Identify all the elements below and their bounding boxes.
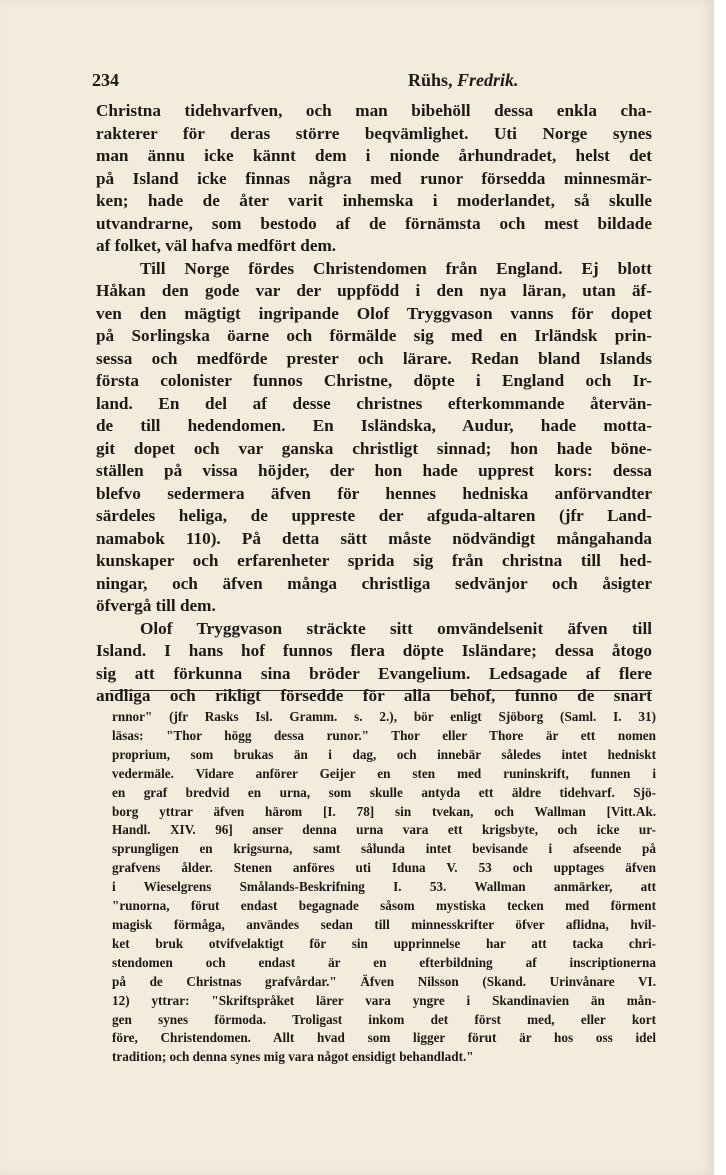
main-line: ställen på vissa höjder, der hon hade upprest kors: dessa: [96, 461, 652, 480]
main-line: Håkan den gode var der uppfödd i den nya läran, utan äf-: [96, 281, 652, 300]
main-line: ven den mägtigt ingripande Olof Tryggvason vanns för dopet: [96, 303, 652, 323]
footnote-line: på de Christnas grafvårdar." Äfven Nilsson (Skand. Urinvånare VI.: [112, 973, 656, 989]
footnote-line: läsas: "Thor högg dessa runor." Thor eller Thore är ett nomen: [112, 727, 656, 743]
footnote-line: före, Christendomen. Allt hvad som ligger förut är hos oss idel: [112, 1030, 656, 1046]
main-line: sig att förkunna sina bröder Evangelium. Ledsagade af flere: [96, 663, 652, 683]
main-line: öfvergå till dem.: [96, 596, 216, 615]
main-line: Christna tidehvarfven, och man bibehöll dessa enkla cha-: [96, 101, 652, 120]
main-line: kunskaper och erfarenheter sprida sig från christna till hed-: [96, 551, 652, 570]
main-line: ken; hade de åter varit inhemska i moderlandet, så skulle: [96, 191, 652, 210]
footnote-line: i Wieselgrens Smålands-Beskrifning I. 53. Wallman anmärker, att: [112, 879, 656, 895]
main-text: [96, 100, 652, 708]
main-line: utvandrarne, som bestodo af de förnämsta och mest bildade: [96, 213, 652, 233]
footnote-line: proprium, som brukas än i dag, och innebär således intet hedniskt: [112, 746, 656, 762]
main-line: andliga och rikligt försedde för alla behof, funno de snart: [96, 686, 652, 705]
main-line: blefvo sedermera äfven för hennes hedniska anförvandter: [96, 483, 652, 503]
footnote-line: tradition; och denna synes mig vara något ensidigt behandladt.": [112, 1049, 474, 1065]
main-line: man ännu icke kännt dem i nionde århundradet, helst det: [96, 146, 652, 165]
footnote-line: borg yttrar äfven härom [I. 78] sin tvekan, och Wallman [Vitt.Ak.: [112, 803, 656, 819]
footnote-line: magisk förmåga, användes sedan till minnesskrifter öfver aflidna, hvil-: [112, 916, 656, 932]
main-line: namabok 110). På detta sätt måste nödvändigt mångahanda: [96, 528, 652, 548]
main-line: rakterer för deras större beqvämlighet. Uti Norge synes: [96, 123, 652, 143]
footnote-line: Handl. XIV. 96] anser denna urna vara ett krigsbyte, och icke ur-: [112, 822, 656, 838]
footnote-line: en graf bredvid en urna, som skulle antyda ett äldre tidehvarf. Sjö-: [112, 784, 656, 800]
running-title: [408, 70, 519, 91]
main-line: af folket, väl hafva medfört dem.: [96, 236, 337, 255]
footnote-line: "runorna, förut endast begagnade såsom mystiska tecken med förment: [112, 898, 656, 914]
main-line: ningar, och äfven många christliga sedvänjor och åsigter: [96, 573, 652, 593]
footnote-line: ket bruk otvifvelaktigt för sin upprinnelse har att tacka chri-: [112, 935, 656, 951]
footnote-line: gen synes förmoda. Troligast inkom det först med, eller kort: [112, 1011, 656, 1027]
main-line: Till Norge fördes Christendomen från England. Ej blott: [140, 258, 652, 278]
main-line: land. En del af desse christnes efterkommande återvän-: [96, 393, 652, 413]
footnote-line: stendomen och endast är en efterbildning af inscriptionerna: [112, 954, 656, 970]
main-line: sessa och medförde prester och lärare. Redan bland Islands: [96, 348, 652, 368]
footnote-line: grafvens ålder. Stenen anföres uti Iduna V. 53 och upptages äfven: [112, 860, 656, 876]
main-line: git dopet och var ganska christligt sinnad; hon hade böne-: [96, 438, 652, 458]
main-line: särdeles heliga, de uppreste der afguda-altaren (jfr Land-: [96, 506, 652, 525]
main-line: de till hedendomen. En Isländska, Audur, hade motta-: [96, 416, 652, 435]
main-line: första colonister funnos Christne, döpte i England och Ir-: [96, 371, 652, 390]
main-line: på Island icke finnas några med runor försedda minnesmär-: [96, 168, 652, 188]
footnote-rule: [110, 690, 652, 691]
main-line: Island. I hans hof funnos flera döpte Isländare; dessa åtogo: [96, 641, 652, 660]
page-edge-margin: [714, 0, 726, 1175]
footnote-line: sprungligen en krigsurna, samt sålunda intet bevisande i afseende på: [112, 841, 656, 857]
running-title-name: Rühs,: [408, 70, 458, 90]
main-line: Olof Tryggvason sträckte sitt omvändelsenit äfven till: [140, 618, 652, 638]
page-header: [92, 70, 652, 96]
page-number: 234: [92, 70, 119, 90]
footnote-text: [112, 708, 656, 1067]
footnote-line: 12) yttrar: "Skriftspråket lärer vara yngre i Skandinavien än mån-: [112, 992, 656, 1008]
running-title-italic: Fredrik.: [457, 70, 519, 90]
footnote-line: vedermäle. Vidare anförer Geijer en sten med runinskrift, funnen i: [112, 765, 656, 781]
footnote-line: rnnor" (jfr Rasks Isl. Gramm. s. 2.), bör enligt Sjöborg (Saml. I. 31): [112, 709, 656, 724]
main-line: på Sorlingska öarne och förmälde sig med en Irländsk prin-: [96, 326, 652, 345]
